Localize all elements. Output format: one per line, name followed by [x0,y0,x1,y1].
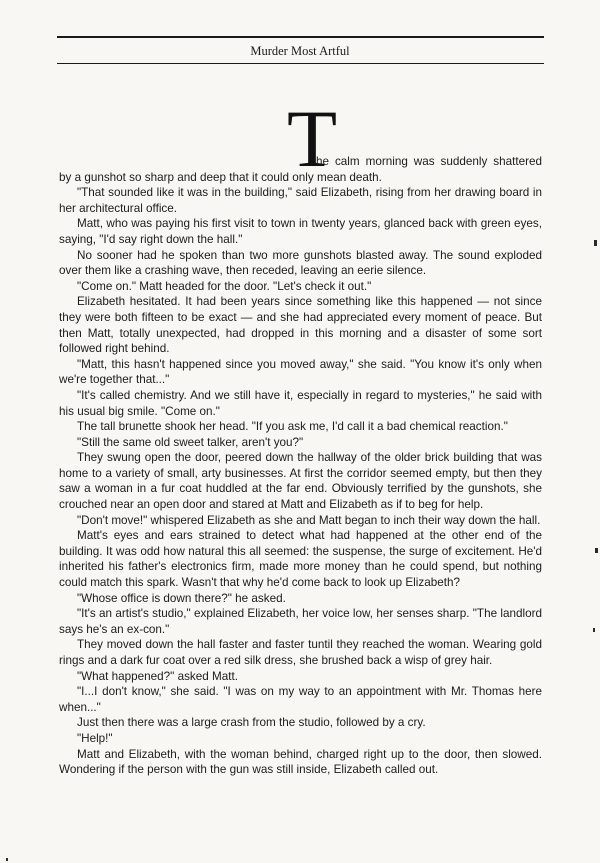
paragraph: "That sounded like it was in the building," said Elizabeth, rising from her drawing board in her architectural office. [59,186,542,215]
scan-mark [593,628,595,632]
paragraph: Just then there was a large crash from the studio, followed by a cry. [77,716,426,730]
paragraph: Matt's eyes and ears strained to detect what had happened at the other end of the building. It was odd how natural this all seemed: the suspense, the surge of excitement. He'd inherited his father's electronics firm, made more money than he could spend, but nothing could match this spark. Wasn't that why he'd come back to look up Elizabeth? [59,529,542,590]
paragraph: The tall brunette shook her head. "If you ask me, I'd call it a bad chemical reaction." [77,420,508,434]
paragraph: "Don't move!" whispered Elizabeth as she and Matt began to inch their way down the hall. [77,513,541,527]
paragraph: "Help!" [77,731,113,745]
paragraph: "Come on." Matt headed for the door. "Let's check it out." [77,279,372,293]
paragraph: he calm morning was suddenly shattered by a gunshot so sharp and deep that it could only mean death. [59,155,542,184]
paragraph: No sooner had he spoken than two more gunshots blasted away. The sound exploded over them like a crashing wave, then receded, leaving an eerie silence. [59,248,542,278]
paragraph: Elizabeth hesitated. It had been years since something like this happened — not since they were both fifteen to be exact — and she had appreciated every moment of peace. But then Matt, totally unexpected, had dropped in this morning and a disaster of some sort followed right behind. [59,295,542,356]
running-title: Murder Most Artful [250,44,350,58]
paragraph: "I...I don't know," she said. "I was on my way to an appointment with Mr. Thomas here when..." [59,685,542,714]
paragraph: "Whose office is down there?" he asked. [77,591,286,605]
paragraph: Matt and Elizabeth, with the woman behind, charged right up to the door, then slowed. Wondering if the person with the gun was still inside, Elizabeth called out. [59,747,542,777]
paragraph: "It's called chemistry. And we still have it, especially in regard to mysteries," he said with his usual big smile. "Come on." [59,388,542,418]
scan-mark [595,548,598,553]
header-rule-top [57,36,544,38]
paragraph: They moved down the hall faster and faster tuntil they reached the woman. Wearing gold rings and a dark fur coat over a red silk dress, she brushed back a wisp of grey hair. [59,638,542,667]
paragraph: "Still the same old sweet talker, aren't you?" [77,435,304,449]
paragraph: "It's an artist's studio," explained Elizabeth, her voice low, her senses sharp. "The landlord says he's an ex-con." [59,607,542,636]
header-rule-bottom [57,63,544,64]
story-text [59,154,542,778]
paragraph: Matt, who was paying his first visit to town in twenty years, glanced back with green eyes, saying, "I'd say right down the hall." [59,217,542,246]
scan-mark [6,858,8,861]
paragraph: "What happened?" asked Matt. [77,669,238,683]
scan-mark [594,240,597,246]
paragraph: "Matt, this hasn't happened since you moved away," she said. "You know it's only when we're together that..." [59,357,542,387]
drop-cap: T [287,93,338,184]
paragraph: They swung open the door, peered down the hallway of the older brick building that was home to a variety of small, arty businesses. At first the corridor seemed empty, but then they saw a woman in a fur coat huddled at the far end. Obviously terrified by the gunshots, she crouched near an open door and stared at Matt and Elizabeth as if to beg for help. [59,451,542,512]
